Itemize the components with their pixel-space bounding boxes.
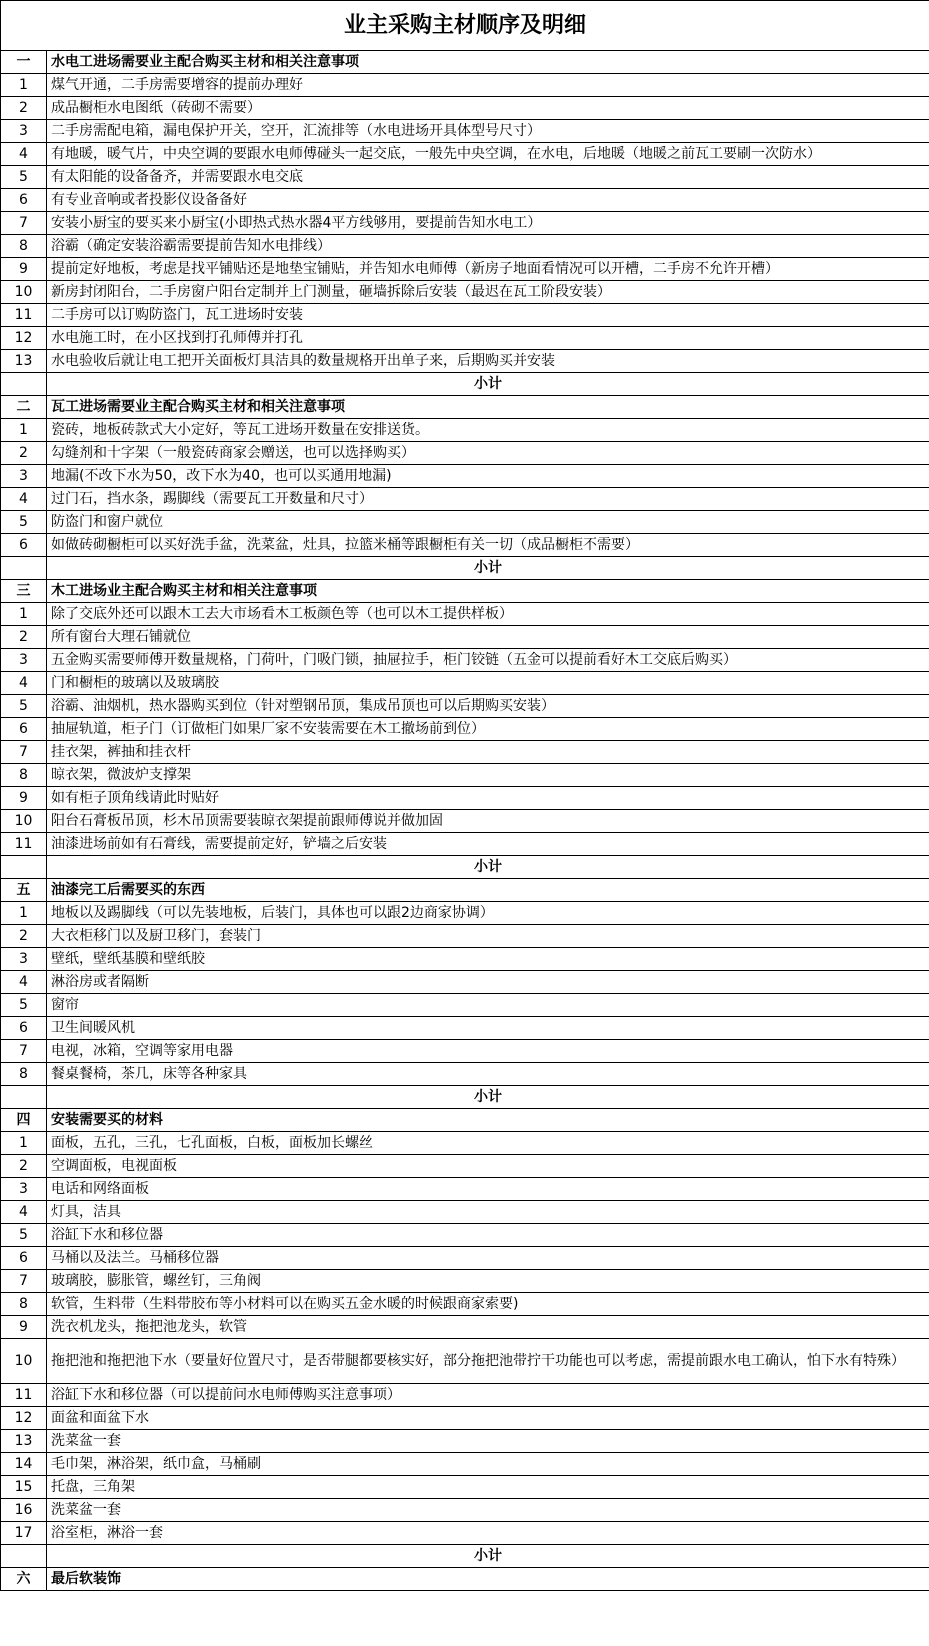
item-number: 15	[1, 1476, 47, 1499]
item-number: 10	[1, 281, 47, 304]
subtotal-empty-cell	[1, 373, 47, 396]
item-text: 煤气开通，二手房需要增容的提前办理好	[47, 74, 929, 97]
table-row	[1, 787, 929, 810]
item-text: 瓷砖，地板砖款式大小定好，等瓦工进场开数量在安排送货。	[47, 419, 929, 442]
subtotal-empty-cell	[1, 1545, 47, 1568]
item-text: 洗衣机龙头，拖把池龙头，软管	[47, 1316, 929, 1339]
table-row	[1, 810, 929, 833]
item-text: 拖把池和拖把池下水（要量好位置尺寸，是否带腿都要核实好，部分拖把池带拧干功能也可以考虑，需提前跟水电工确认，怕下水有特殊）	[47, 1339, 929, 1384]
section-header-row	[1, 51, 929, 74]
item-text: 成品橱柜水电图纸（砖砌不需要）	[47, 97, 929, 120]
subtotal-label: 小计	[47, 856, 929, 879]
table-row	[1, 258, 929, 281]
section-number: 一	[1, 51, 47, 74]
item-number: 9	[1, 1316, 47, 1339]
table-row	[1, 764, 929, 787]
item-text: 安装小厨宝的要买来小厨宝(小即热式热水器4平方线够用，要提前告知水电工）	[47, 212, 929, 235]
item-number: 6	[1, 1247, 47, 1270]
item-number: 3	[1, 120, 47, 143]
item-number: 11	[1, 833, 47, 856]
item-text: 有太阳能的设备备齐，并需要跟水电交底	[47, 166, 929, 189]
title-row	[1, 1, 929, 51]
item-text: 门和橱柜的玻璃以及玻璃胶	[47, 672, 929, 695]
table-row	[1, 1476, 929, 1499]
item-number: 5	[1, 166, 47, 189]
item-number: 1	[1, 1132, 47, 1155]
subtotal-row	[1, 557, 929, 580]
table-row	[1, 120, 929, 143]
table-row	[1, 419, 929, 442]
table-row	[1, 1155, 929, 1178]
item-number: 13	[1, 1430, 47, 1453]
table-row	[1, 971, 929, 994]
item-text: 防盗门和窗户就位	[47, 511, 929, 534]
table-row	[1, 741, 929, 764]
item-text: 玻璃胶，膨胀管，螺丝钉，三角阀	[47, 1270, 929, 1293]
item-text: 勾缝剂和十字架（一般瓷砖商家会赠送，也可以选择购买）	[47, 442, 929, 465]
item-number: 7	[1, 212, 47, 235]
item-text: 窗帘	[47, 994, 929, 1017]
item-number: 3	[1, 1178, 47, 1201]
table-row	[1, 603, 929, 626]
table-row	[1, 1522, 929, 1545]
item-text: 浴霸、油烟机，热水器购买到位（针对塑钢吊顶，集成吊顶也可以后期购买安装）	[47, 695, 929, 718]
item-number: 4	[1, 1201, 47, 1224]
item-text: 卫生间暖风机	[47, 1017, 929, 1040]
item-text: 所有窗台大理石铺就位	[47, 626, 929, 649]
subtotal-empty-cell	[1, 856, 47, 879]
item-text: 除了交底外还可以跟木工去大市场看木工板颜色等（也可以木工提供样板）	[47, 603, 929, 626]
item-text: 过门石，挡水条，踢脚线（需要瓦工开数量和尺寸）	[47, 488, 929, 511]
item-text: 有专业音响或者投影仪设备备好	[47, 189, 929, 212]
item-number: 5	[1, 1224, 47, 1247]
item-text: 托盘，三角架	[47, 1476, 929, 1499]
subtotal-row	[1, 1545, 929, 1568]
section-header-row	[1, 1568, 929, 1591]
item-text: 五金购买需要师傅开数量规格，门荷叶，门吸门锁，抽屉拉手，柜门铰链（五金可以提前看好木工交底后购买）	[47, 649, 929, 672]
subtotal-label: 小计	[47, 1545, 929, 1568]
item-number: 2	[1, 97, 47, 120]
item-text: 如做砖砌橱柜可以买好洗手盆，洗菜盆，灶具，拉篮米桶等跟橱柜有关一切（成品橱柜不需要）	[47, 534, 929, 557]
item-number: 10	[1, 810, 47, 833]
item-text: 抽屉轨道，柜子门（订做柜门如果厂家不安装需要在木工撤场前到位）	[47, 718, 929, 741]
section-header-row	[1, 1109, 929, 1132]
item-text: 浴缸下水和移位器（可以提前问水电师傅购买注意事项）	[47, 1384, 929, 1407]
item-number: 4	[1, 143, 47, 166]
item-number: 3	[1, 649, 47, 672]
table-row	[1, 212, 929, 235]
item-text: 淋浴房或者隔断	[47, 971, 929, 994]
table-row	[1, 1499, 929, 1522]
section-heading: 安装需要买的材料	[47, 1109, 929, 1132]
section-number: 五	[1, 879, 47, 902]
table-row	[1, 833, 929, 856]
section-heading: 木工进场业主配合购买主材和相关注意事项	[47, 580, 929, 603]
item-number: 4	[1, 488, 47, 511]
item-text: 电视，冰箱，空调等家用电器	[47, 1040, 929, 1063]
item-number: 8	[1, 764, 47, 787]
item-number: 7	[1, 1270, 47, 1293]
item-text: 地漏(不改下水为50，改下水为40，也可以买通用地漏)	[47, 465, 929, 488]
item-text: 水电验收后就让电工把开关面板灯具洁具的数量规格开出单子来，后期购买并安装	[47, 350, 929, 373]
subtotal-label: 小计	[47, 373, 929, 396]
item-text: 挂衣架，裤抽和挂衣杆	[47, 741, 929, 764]
table-row	[1, 695, 929, 718]
item-number: 5	[1, 511, 47, 534]
item-text: 浴室柜，淋浴一套	[47, 1522, 929, 1545]
item-number: 2	[1, 626, 47, 649]
item-number: 2	[1, 442, 47, 465]
item-number: 9	[1, 787, 47, 810]
item-number: 14	[1, 1453, 47, 1476]
table-row	[1, 1384, 929, 1407]
item-number: 11	[1, 1384, 47, 1407]
table-row	[1, 948, 929, 971]
table-row	[1, 1430, 929, 1453]
table-row	[1, 442, 929, 465]
item-number: 11	[1, 304, 47, 327]
item-text: 洗菜盆一套	[47, 1430, 929, 1453]
item-number: 5	[1, 695, 47, 718]
item-number: 1	[1, 902, 47, 925]
table-row	[1, 1316, 929, 1339]
item-number: 6	[1, 534, 47, 557]
table-row	[1, 718, 929, 741]
table-row	[1, 1132, 929, 1155]
section-header-row	[1, 396, 929, 419]
item-number: 8	[1, 235, 47, 258]
item-text: 餐桌餐椅，茶几，床等各种家具	[47, 1063, 929, 1086]
item-number: 1	[1, 603, 47, 626]
item-number: 16	[1, 1499, 47, 1522]
table-row	[1, 235, 929, 258]
item-number: 8	[1, 1293, 47, 1316]
item-number: 2	[1, 1155, 47, 1178]
table-row	[1, 925, 929, 948]
table-row	[1, 1407, 929, 1430]
table-row	[1, 166, 929, 189]
table-row	[1, 902, 929, 925]
item-number: 1	[1, 419, 47, 442]
table-row	[1, 649, 929, 672]
item-text: 灯具，洁具	[47, 1201, 929, 1224]
item-text: 阳台石膏板吊顶，杉木吊顶需要装晾衣架提前跟师傅说并做加固	[47, 810, 929, 833]
table-row	[1, 350, 929, 373]
subtotal-row	[1, 1086, 929, 1109]
table-row	[1, 304, 929, 327]
item-number: 17	[1, 1522, 47, 1545]
item-number: 13	[1, 350, 47, 373]
table-row	[1, 74, 929, 97]
item-text: 壁纸，壁纸基膜和壁纸胶	[47, 948, 929, 971]
table-row	[1, 1063, 929, 1086]
table-row	[1, 1224, 929, 1247]
table-row	[1, 511, 929, 534]
table-row	[1, 189, 929, 212]
item-number: 1	[1, 74, 47, 97]
item-number: 6	[1, 1017, 47, 1040]
item-number: 3	[1, 465, 47, 488]
section-heading: 油漆完工后需要买的东西	[47, 879, 929, 902]
item-text: 二手房需配电箱，漏电保护开关，空开，汇流排等（水电进场开具体型号尺寸）	[47, 120, 929, 143]
item-text: 水电施工时，在小区找到打孔师傅并打孔	[47, 327, 929, 350]
subtotal-empty-cell	[1, 1086, 47, 1109]
item-number: 5	[1, 994, 47, 1017]
table-row	[1, 281, 929, 304]
sheet-title: 业主采购主材顺序及明细	[1, 1, 929, 51]
subtotal-row	[1, 373, 929, 396]
table-row	[1, 994, 929, 1017]
item-number: 7	[1, 1040, 47, 1063]
subtotal-row	[1, 856, 929, 879]
item-text: 新房封闭阳台，二手房窗户阳台定制并上门测量，砸墙拆除后安装（最迟在瓦工阶段安装）	[47, 281, 929, 304]
table-row	[1, 143, 929, 166]
section-number: 四	[1, 1109, 47, 1132]
section-header-row	[1, 879, 929, 902]
subtotal-empty-cell	[1, 557, 47, 580]
item-text: 如有柜子顶角线请此时贴好	[47, 787, 929, 810]
subtotal-label: 小计	[47, 1086, 929, 1109]
table-row	[1, 465, 929, 488]
section-heading: 水电工进场需要业主配合购买主材和相关注意事项	[47, 51, 929, 74]
item-number: 10	[1, 1339, 47, 1384]
item-text: 面板，五孔，三孔，七孔面板，白板，面板加长螺丝	[47, 1132, 929, 1155]
item-text: 有地暖，暖气片，中央空调的要跟水电师傅碰头一起交底，一般先中央空调，在水电，后地暖（地暖之前瓦工要刷一次防水）	[47, 143, 929, 166]
item-number: 12	[1, 327, 47, 350]
item-text: 晾衣架，微波炉支撑架	[47, 764, 929, 787]
section-heading: 最后软装饰	[47, 1568, 929, 1591]
table-row	[1, 1201, 929, 1224]
item-number: 6	[1, 718, 47, 741]
subtotal-label: 小计	[47, 557, 929, 580]
section-heading: 瓦工进场需要业主配合购买主材和相关注意事项	[47, 396, 929, 419]
item-number: 2	[1, 925, 47, 948]
table-row	[1, 97, 929, 120]
table-row	[1, 534, 929, 557]
table-row	[1, 626, 929, 649]
table-row	[1, 1293, 929, 1316]
item-text: 面盆和面盆下水	[47, 1407, 929, 1430]
item-number: 4	[1, 971, 47, 994]
section-number: 三	[1, 580, 47, 603]
table-row	[1, 1017, 929, 1040]
item-text: 提前定好地板，考虑是找平铺贴还是地垫宝铺贴，并告知水电师傅（新房子地面看情况可以开槽，二手房不允许开槽）	[47, 258, 929, 281]
section-number: 六	[1, 1568, 47, 1591]
item-text: 油漆进场前如有石膏线，需要提前定好，铲墙之后安装	[47, 833, 929, 856]
item-text: 地板以及踢脚线（可以先装地板，后装门，具体也可以跟2边商家协调）	[47, 902, 929, 925]
section-header-row	[1, 580, 929, 603]
item-text: 浴霸（确定安装浴霸需要提前告知水电排线）	[47, 235, 929, 258]
item-number: 12	[1, 1407, 47, 1430]
item-text: 空调面板，电视面板	[47, 1155, 929, 1178]
item-text: 洗菜盆一套	[47, 1499, 929, 1522]
section-number: 二	[1, 396, 47, 419]
item-number: 9	[1, 258, 47, 281]
item-text: 马桶以及法兰。马桶移位器	[47, 1247, 929, 1270]
table-row	[1, 488, 929, 511]
item-text: 软管，生料带（生料带胶布等小材料可以在购买五金水暖的时候跟商家索要)	[47, 1293, 929, 1316]
table-row	[1, 1339, 929, 1384]
table-row	[1, 1270, 929, 1293]
item-text: 二手房可以订购防盗门，瓦工进场时安装	[47, 304, 929, 327]
table-row	[1, 1040, 929, 1063]
item-text: 浴缸下水和移位器	[47, 1224, 929, 1247]
item-number: 8	[1, 1063, 47, 1086]
item-text: 大衣柜移门以及厨卫移门，套装门	[47, 925, 929, 948]
item-text: 电话和网络面板	[47, 1178, 929, 1201]
item-number: 4	[1, 672, 47, 695]
table-row	[1, 1247, 929, 1270]
table-row	[1, 327, 929, 350]
table-row	[1, 1178, 929, 1201]
item-number: 7	[1, 741, 47, 764]
item-text: 毛巾架，淋浴架，纸巾盒，马桶刷	[47, 1453, 929, 1476]
table-row	[1, 1453, 929, 1476]
item-number: 3	[1, 948, 47, 971]
item-number: 6	[1, 189, 47, 212]
table-row	[1, 672, 929, 695]
